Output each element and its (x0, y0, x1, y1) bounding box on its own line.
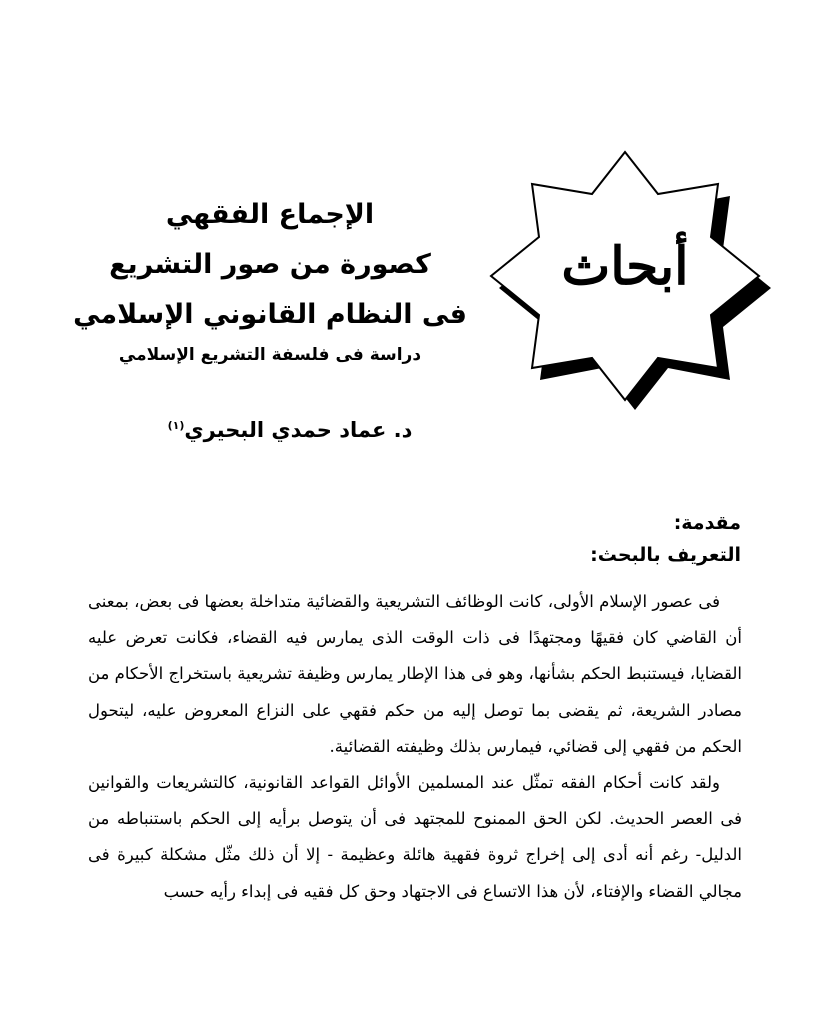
paragraph-2: ولقد كانت أحكام الفقه تمثّل عند المسلمين الأوائل القواعد القانونية، كالتشريعات والقوانين فى العصر الحديث. لكن الحق الممنوح للمجتهد فى أن يتوصل برأيه إلى الحكم باستنباطه من الدليل- رغم أنه أدى إلى إخراج ثروة فقهية هائلة وعظيمة - إلا أن ذلك مثّل مشكلة كبيرة فى مجالي القضاء والإفتاء، لأن هذا الاتساع فى الاجتهاد وحق كل فقيه فى إبداء رأيه حسب (88, 773, 742, 901)
section-headings (101, 508, 741, 572)
footnote-marker: (١) (167, 419, 185, 432)
article-title (60, 190, 480, 370)
heading-introduction: مقدمة: (673, 512, 741, 534)
title-line-1: الإجماع الفقهي (165, 199, 375, 230)
paragraph-1: فى عصور الإسلام الأولى، كانت الوظائف التشريعية والقضائية متداخلة بعضها فى بعض، بمعنى أن القاضي كان فقيهًا ومجتهدًا فى ذات الوقت الذى يمارس فيه القضاء، فكانت تعرض عليه القضايا، فيستنبط الحكم بشأنها، وهو فى هذا الإطار يمارس وظيفة تشريعية باستخراج الأحكام من مصادر الشريعة، ثم يقضى بما توصل إليه من حكم فقهي على النزاع المعروض عليه، ليتحول الحكم من فقهي إلى قضائي، فيمارس بذلك وظيفته القضائية. (88, 592, 742, 756)
title-line-3: فى النظام القانوني الإسلامي (73, 299, 467, 330)
heading-definition: التعريف بالبحث: (590, 544, 741, 566)
title-line-2: كصورة من صور التشريع (109, 249, 431, 280)
author-name: د. عماد حمدي البحيري (184, 418, 413, 442)
badge-label: أبحاث (561, 236, 689, 297)
author-line (140, 418, 440, 442)
body-text (88, 584, 742, 910)
article-subtitle: دراسة فى فلسفة التشريع الإسلامي (118, 345, 422, 365)
